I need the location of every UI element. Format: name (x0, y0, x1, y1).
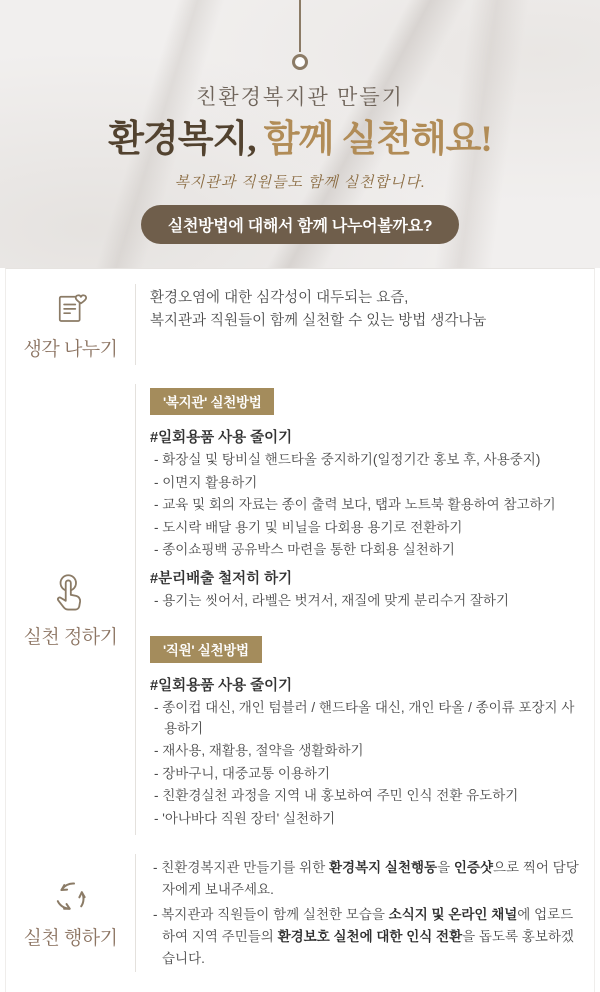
action-text-part: - 복지관과 직원들이 함께 실천한 모습을 (153, 906, 389, 922)
section-decide-practice (6, 384, 594, 835)
section-share-thoughts-content (136, 284, 594, 365)
section-share-thoughts-left (6, 284, 136, 365)
action-text-line (150, 904, 580, 970)
handwritten-subtitle: 복지관과 직원들도 함께 실천합니다. (174, 175, 426, 192)
practice-item: - 재사용, 재활용, 절약을 생활화하기 (154, 743, 364, 759)
section-share-thoughts-label: 생각 나누기 (23, 339, 118, 360)
practice-item: - 교육 및 회의 자료는 종이 출력 보다, 탭과 노트북 활용하여 참고하기 (154, 497, 556, 513)
action-text-part: 으로 찍어 담당자에게 보내주세요. (162, 860, 579, 898)
staff-methods-badge: '직원' 실천방법 (150, 636, 262, 663)
action-text-part: 에 업로드하여 지역 주민들의 (162, 906, 574, 944)
practice-item: - '아나바다 직원 장터' 실천하기 (154, 810, 336, 826)
intro-text-line: 복지관과 직원들이 함께 실천할 수 있는 방법 생각나눔 (150, 313, 487, 330)
section-decide-practice-label: 실천 정하기 (23, 627, 118, 649)
question-banner: 실천방법에 대해서 함께 나누어볼까요? (141, 205, 459, 244)
poster-header (0, 0, 600, 268)
welfare-center-methods-group (150, 387, 580, 611)
action-text-bold: 환경보호 실천에 대한 인식 전환 (277, 928, 463, 944)
hashtag-heading: #분리배출 철저히 하기 (150, 570, 293, 587)
practice-item: - 장바구니, 대중교통 이용하기 (154, 765, 330, 781)
action-text-part: 을 돕도록 홍보하겠습니다. (162, 928, 574, 966)
hashtag-heading: #일회용품 사용 줄이기 (150, 678, 293, 695)
page-title (0, 118, 600, 162)
action-text-part: 을 (437, 860, 454, 876)
practice-list (150, 698, 580, 829)
section-do-practice-content (136, 854, 594, 972)
practice-item: - 이면지 활용하기 (154, 474, 258, 490)
practice-list (150, 450, 580, 561)
tap-icon (51, 570, 91, 616)
practice-item: - 종이쇼핑백 공유박스 마련을 통한 다회용 실천하기 (154, 542, 455, 558)
practice-item: - 종이컵 대신, 개인 텀블러 / 핸드타올 대신, 개인 타올 / 종이류 포장지 사용하기 (154, 700, 575, 736)
practice-item: - 친환경실천 과정을 지역 내 홍보하여 주민 인식 전환 유도하기 (154, 788, 519, 804)
action-text-part: - 친환경복지관 만들기를 위한 (153, 860, 329, 876)
section-do-practice-label: 실천 행하기 (23, 927, 118, 949)
staff-methods-group (150, 635, 580, 829)
page-title-dark-part: 환경복지, (108, 119, 256, 160)
section-do-practice-left (6, 854, 136, 972)
section-decide-practice-left (6, 384, 136, 835)
hanging-ring-ornament (292, 54, 308, 70)
section-decide-practice-content (136, 384, 594, 835)
practice-list (150, 591, 580, 612)
recycle-icon (51, 877, 91, 917)
hashtag-heading: #일회용품 사용 줄이기 (150, 430, 293, 446)
note-heart-icon (52, 288, 90, 328)
section-do-practice (6, 854, 594, 972)
practice-item: - 도시락 배달 용기 및 비닐을 다회용 용기로 전환하기 (154, 519, 463, 535)
hanging-line-ornament (299, 0, 301, 52)
page-title-gold-part: 함께 실천해요! (255, 119, 492, 160)
welfare-center-methods-badge: '복지관' 실천방법 (150, 388, 274, 415)
action-text-line (150, 857, 580, 901)
action-text-bold: 환경복지 실천행동 (329, 860, 438, 876)
practice-item: - 화장실 및 탕비실 핸드타올 중지하기(일정기간 홍보 후, 사용중지) (154, 452, 541, 467)
action-text-bold: 인증샷 (453, 860, 494, 876)
action-text-bold: 소식지 및 온라인 채널 (388, 906, 518, 922)
intro-text-line: 환경오염에 대한 심각성이 대두되는 요즘, (150, 290, 409, 306)
eyebrow-title: 친환경복지관 만들기 (196, 85, 404, 109)
practice-item: - 용기는 씻어서, 라벨은 벗겨서, 재질에 맞게 분리수거 잘하기 (154, 592, 509, 608)
section-share-thoughts (6, 284, 594, 365)
content-area (5, 268, 595, 992)
